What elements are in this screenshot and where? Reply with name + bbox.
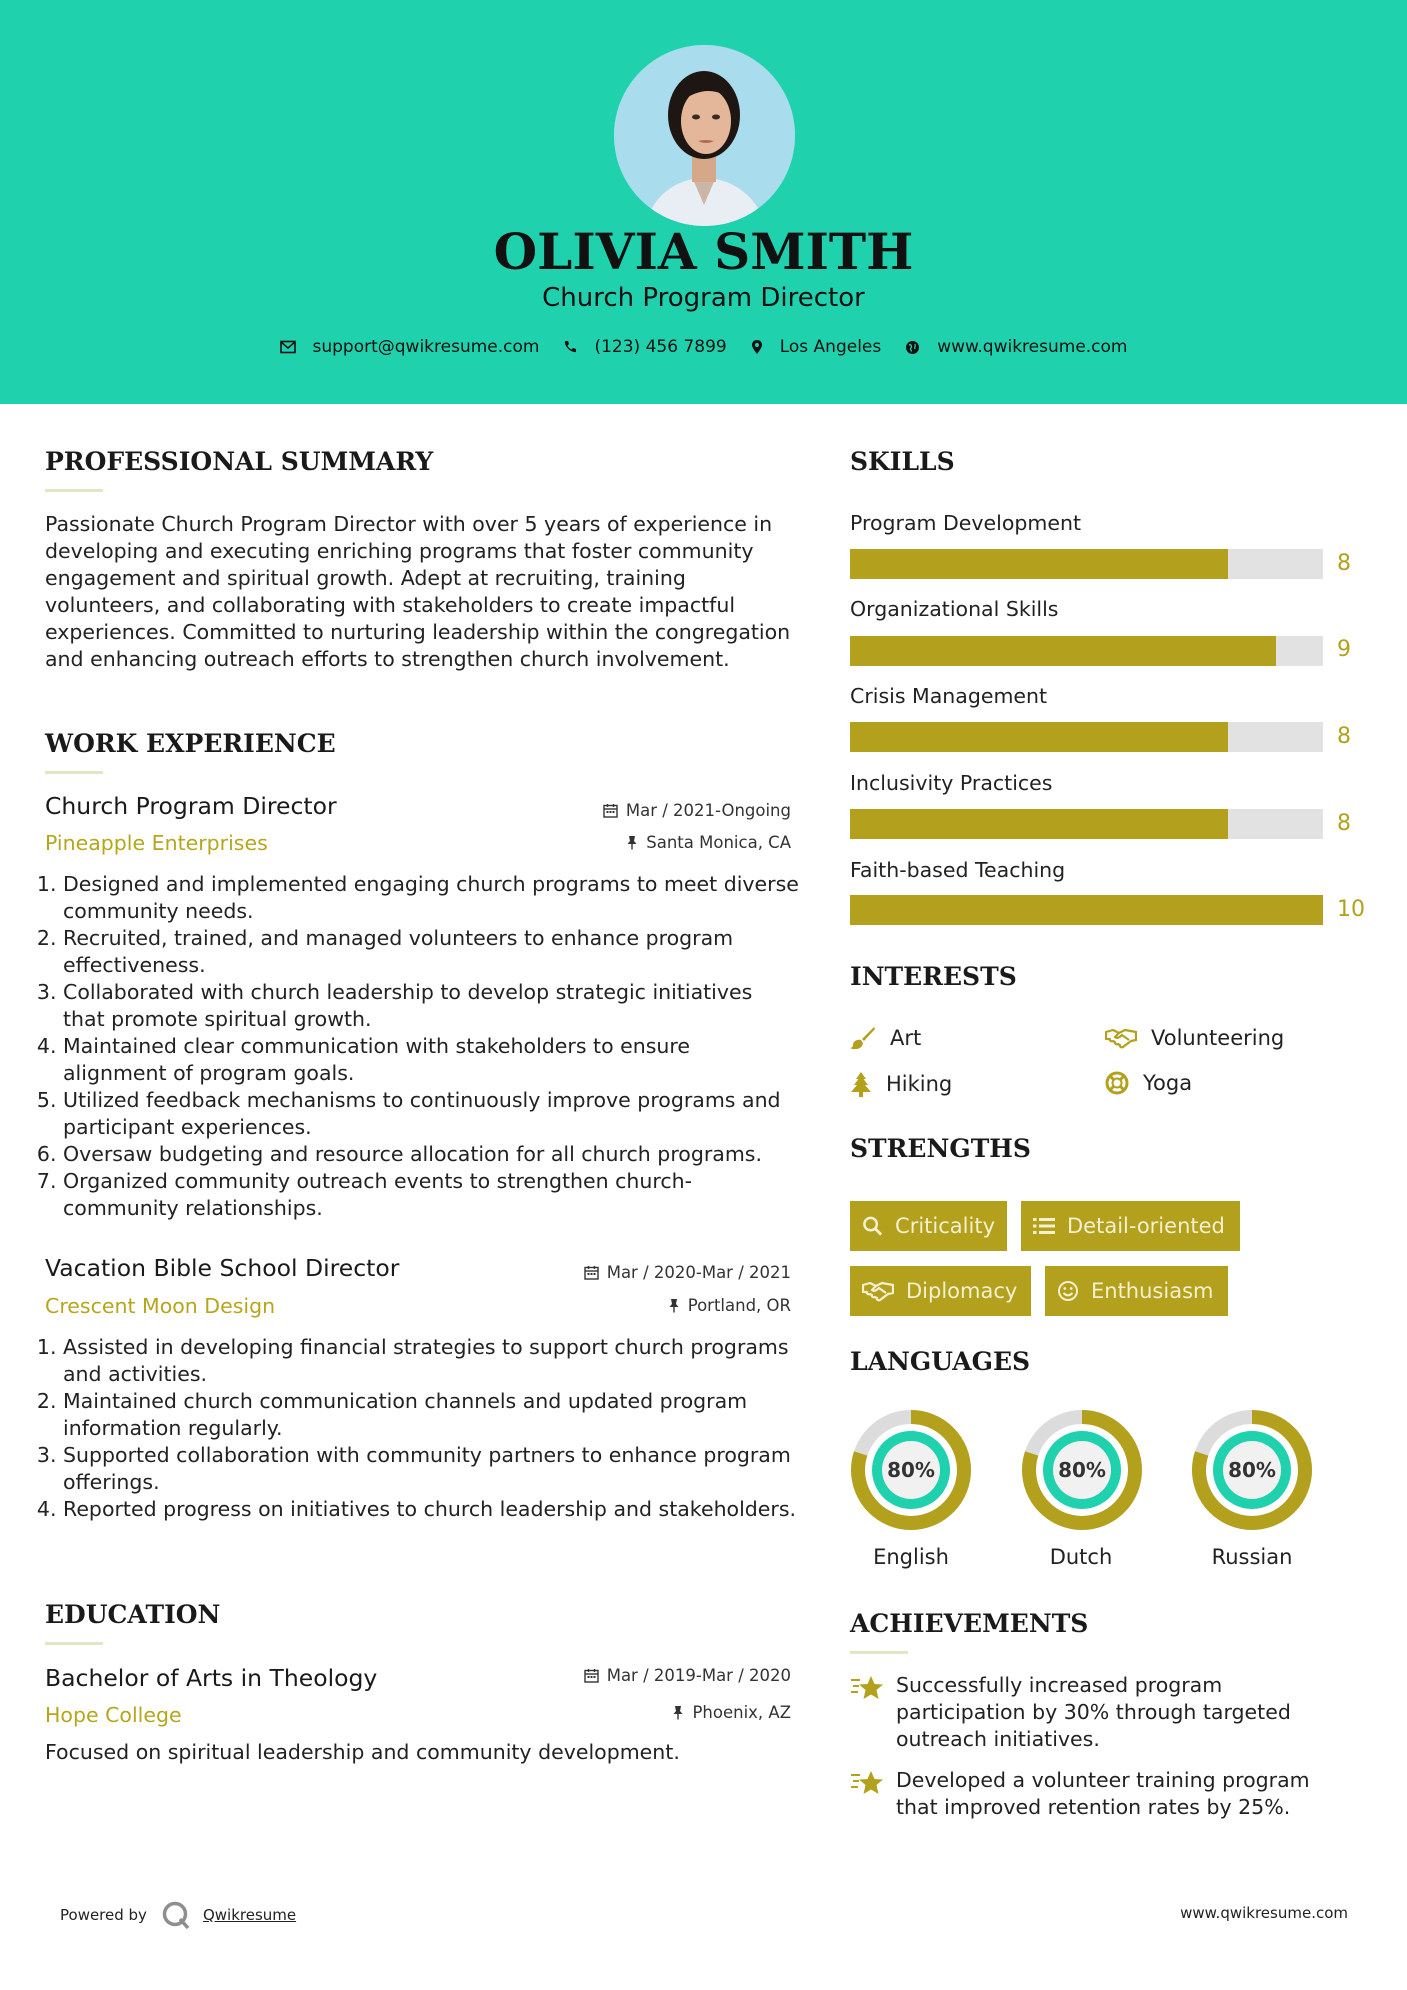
calendar-icon — [584, 1265, 599, 1280]
contact-email[interactable] — [280, 337, 540, 357]
skill-1-value: 8 — [1337, 551, 1351, 576]
strength-diplomacy — [850, 1266, 1031, 1316]
skill-5-label: Faith-based Teaching — [850, 858, 1066, 882]
education-divider — [45, 1642, 103, 1645]
job-2-company: Crescent Moon Design — [45, 1294, 276, 1318]
pushpin-icon — [668, 1298, 680, 1313]
skill-3-fill — [850, 722, 1228, 752]
candidate-name: OLIVIA SMITH — [493, 222, 914, 281]
star-icon — [850, 1674, 884, 1702]
list-item: 5. Utilized feedback mechanisms to continuously improve programs and participant experiences. — [63, 1087, 800, 1141]
phone-text: (123) 456 7899 — [594, 337, 727, 357]
pushpin-icon — [672, 1705, 684, 1720]
skill-3-value: 8 — [1337, 724, 1351, 749]
handshake-icon — [862, 1280, 894, 1302]
language-1-label: English — [873, 1545, 949, 1569]
education-dates-text: Mar / 2019-Mar / 2020 — [606, 1666, 791, 1685]
candidate-title: Church Program Director — [542, 283, 865, 313]
paintbrush-icon — [850, 1026, 876, 1050]
skills-heading: SKILLS — [850, 447, 955, 476]
strength-diplomacy-label: Diplomacy — [906, 1279, 1018, 1303]
interest-volunteering — [1105, 1026, 1284, 1050]
languages-heading: LANGUAGES — [850, 1347, 1031, 1376]
list-item: 3. Collaborated with church leadership to develop strategic initiatives that promote spiritual growth. — [63, 979, 800, 1033]
education-school: Hope College — [45, 1703, 182, 1727]
skill-1-fill — [850, 549, 1228, 579]
strength-enthusiasm-label: Enthusiasm — [1091, 1279, 1214, 1303]
contact-location — [751, 337, 882, 357]
education-location-text: Phoenix, AZ — [692, 1703, 791, 1722]
list-item: 1. Assisted in developing financial strategies to support church programs and activities. — [63, 1334, 800, 1388]
skill-5-value: 10 — [1337, 897, 1365, 922]
strength-enthusiasm — [1045, 1266, 1228, 1316]
job-2-role: Vacation Bible School Director — [45, 1254, 400, 1282]
job-2-location — [668, 1296, 791, 1315]
email-text: support@qwikresume.com — [312, 337, 540, 357]
contact-phone[interactable] — [563, 337, 726, 357]
list-item: 3. Supported collaboration with community partners to enhance program offerings. — [63, 1442, 800, 1496]
search-icon — [862, 1215, 883, 1237]
skill-2-fill — [850, 636, 1276, 666]
phone-icon — [563, 340, 577, 354]
job-1-dates-text: Mar / 2021-Ongoing — [625, 801, 791, 820]
qwikresume-logo-icon — [161, 1900, 191, 1930]
list-item: 4. Reported progress on initiatives to church leadership and stakeholders. — [63, 1496, 800, 1523]
language-1-gauge — [850, 1409, 972, 1531]
website-text: www.qwikresume.com — [937, 337, 1128, 357]
list-item: 4. Maintained clear communication with stakeholders to ensure alignment of program goals. — [63, 1033, 800, 1087]
footer-url[interactable]: www.qwikresume.com — [1180, 1904, 1348, 1922]
achievement-1 — [850, 1672, 1330, 1753]
language-3-label: Russian — [1211, 1545, 1293, 1569]
achievement-1-text: Successfully increased program participation by 30% through targeted outreach initiatives. — [896, 1673, 1291, 1751]
interest-art — [850, 1026, 921, 1050]
map-pin-icon — [751, 339, 763, 355]
language-1-percent: 80% — [887, 1458, 935, 1482]
location-text: Los Angeles — [779, 337, 882, 357]
globe-icon — [905, 340, 920, 355]
calendar-icon — [603, 803, 618, 818]
list-item: 7. Organized community outreach events to strengthen church-community relationships. — [63, 1168, 800, 1222]
tree-icon — [850, 1071, 872, 1097]
job-2-dates — [584, 1263, 791, 1282]
calendar-icon — [584, 1668, 599, 1683]
skill-2-label: Organizational Skills — [850, 597, 1059, 621]
education-dates — [584, 1666, 791, 1685]
footer-powered-by — [60, 1900, 296, 1930]
skill-4-bar — [850, 809, 1323, 839]
strengths-heading: STRENGTHS — [850, 1134, 1031, 1163]
achievement-2 — [850, 1767, 1330, 1821]
list-item: 2. Maintained church communication channels and updated program information regularly. — [63, 1388, 800, 1442]
profile-photo-illustration — [614, 45, 795, 226]
education-location — [672, 1703, 791, 1722]
job-2-location-text: Portland, OR — [687, 1296, 791, 1315]
strength-detail-oriented — [1021, 1201, 1240, 1251]
interest-hiking — [850, 1071, 952, 1097]
language-2-gauge — [1021, 1409, 1143, 1531]
interest-art-label: Art — [890, 1026, 922, 1050]
job-1-location-text: Santa Monica, CA — [646, 833, 791, 852]
interest-yoga-label: Yoga — [1143, 1071, 1193, 1095]
achievements-heading: ACHIEVEMENTS — [850, 1609, 1089, 1638]
skill-4-value: 8 — [1337, 811, 1351, 836]
powered-by-text: Powered by — [60, 1906, 147, 1924]
interests-heading: INTERESTS — [850, 962, 1017, 991]
summary-divider — [45, 489, 103, 492]
interest-hiking-label: Hiking — [886, 1072, 953, 1096]
strength-criticality — [850, 1201, 1007, 1251]
envelope-icon — [280, 340, 296, 354]
language-3-percent: 80% — [1228, 1458, 1276, 1482]
skill-4-label: Inclusivity Practices — [850, 771, 1053, 795]
skill-1-bar — [850, 549, 1323, 579]
job-1-dates — [603, 801, 791, 820]
skill-2-bar — [850, 636, 1323, 666]
language-3-gauge — [1191, 1409, 1313, 1531]
handshake-icon — [1105, 1027, 1137, 1049]
strength-criticality-label: Criticality — [895, 1214, 995, 1238]
experience-heading: WORK EXPERIENCE — [45, 729, 336, 758]
summary-text: Passionate Church Program Director with over 5 years of experience in developing and executing enriching programs that foster community engagement and spiritual growth. Adept at recruiting, training volunteers, and collaborating with stakeholders to create impactful experiences. Committed to nurturing leadership within the congregation and enhancing outreach efforts to strengthen church involvement. — [45, 512, 791, 671]
skill-2-value: 9 — [1337, 637, 1351, 662]
skill-3-label: Crisis Management — [850, 684, 1048, 708]
job-2-dates-text: Mar / 2020-Mar / 2021 — [606, 1263, 791, 1282]
interest-volunteering-label: Volunteering — [1151, 1026, 1285, 1050]
achievement-2-text: Developed a volunteer training program that improved retention rates by 25%. — [896, 1768, 1310, 1819]
interest-yoga — [1105, 1071, 1192, 1095]
job-1-location — [626, 833, 791, 852]
skill-5-bar — [850, 895, 1323, 925]
pushpin-icon — [626, 835, 638, 850]
list-item: 1. Designed and implemented engaging church programs to meet diverse community needs. — [63, 871, 800, 925]
language-2-percent: 80% — [1058, 1458, 1106, 1482]
job-1-company: Pineapple Enterprises — [45, 831, 268, 855]
skill-5-fill — [850, 895, 1323, 925]
skill-1-label: Program Development — [850, 511, 1082, 535]
profile-photo — [614, 45, 795, 226]
education-description: Focused on spiritual leadership and community development. — [45, 1740, 680, 1764]
contact-website[interactable] — [905, 337, 1127, 357]
summary-heading: PROFESSIONAL SUMMARY — [45, 447, 434, 476]
list-icon — [1033, 1217, 1055, 1235]
smile-icon — [1057, 1280, 1079, 1302]
contact-bar — [0, 337, 1407, 357]
education-heading: EDUCATION — [45, 1600, 221, 1629]
job-1-duties — [45, 871, 800, 1222]
experience-divider — [45, 771, 103, 774]
job-2-duties — [45, 1334, 800, 1523]
strength-detail-oriented-label: Detail-oriented — [1067, 1214, 1225, 1238]
skill-4-fill — [850, 809, 1228, 839]
list-item: 6. Oversaw budgeting and resource allocation for all church programs. — [63, 1141, 800, 1168]
skill-3-bar — [850, 722, 1323, 752]
list-item: 2. Recruited, trained, and managed volunteers to enhance program effectiveness. — [63, 925, 800, 979]
achievements-divider — [850, 1651, 908, 1654]
language-2-label: Dutch — [1049, 1545, 1113, 1569]
qwikresume-link[interactable]: Qwikresume — [202, 1906, 297, 1924]
resume-header — [0, 0, 1407, 404]
job-1-role: Church Program Director — [45, 792, 337, 820]
education-degree: Bachelor of Arts in Theology — [45, 1664, 378, 1692]
lifebuoy-icon — [1105, 1071, 1129, 1095]
star-icon — [850, 1769, 884, 1797]
